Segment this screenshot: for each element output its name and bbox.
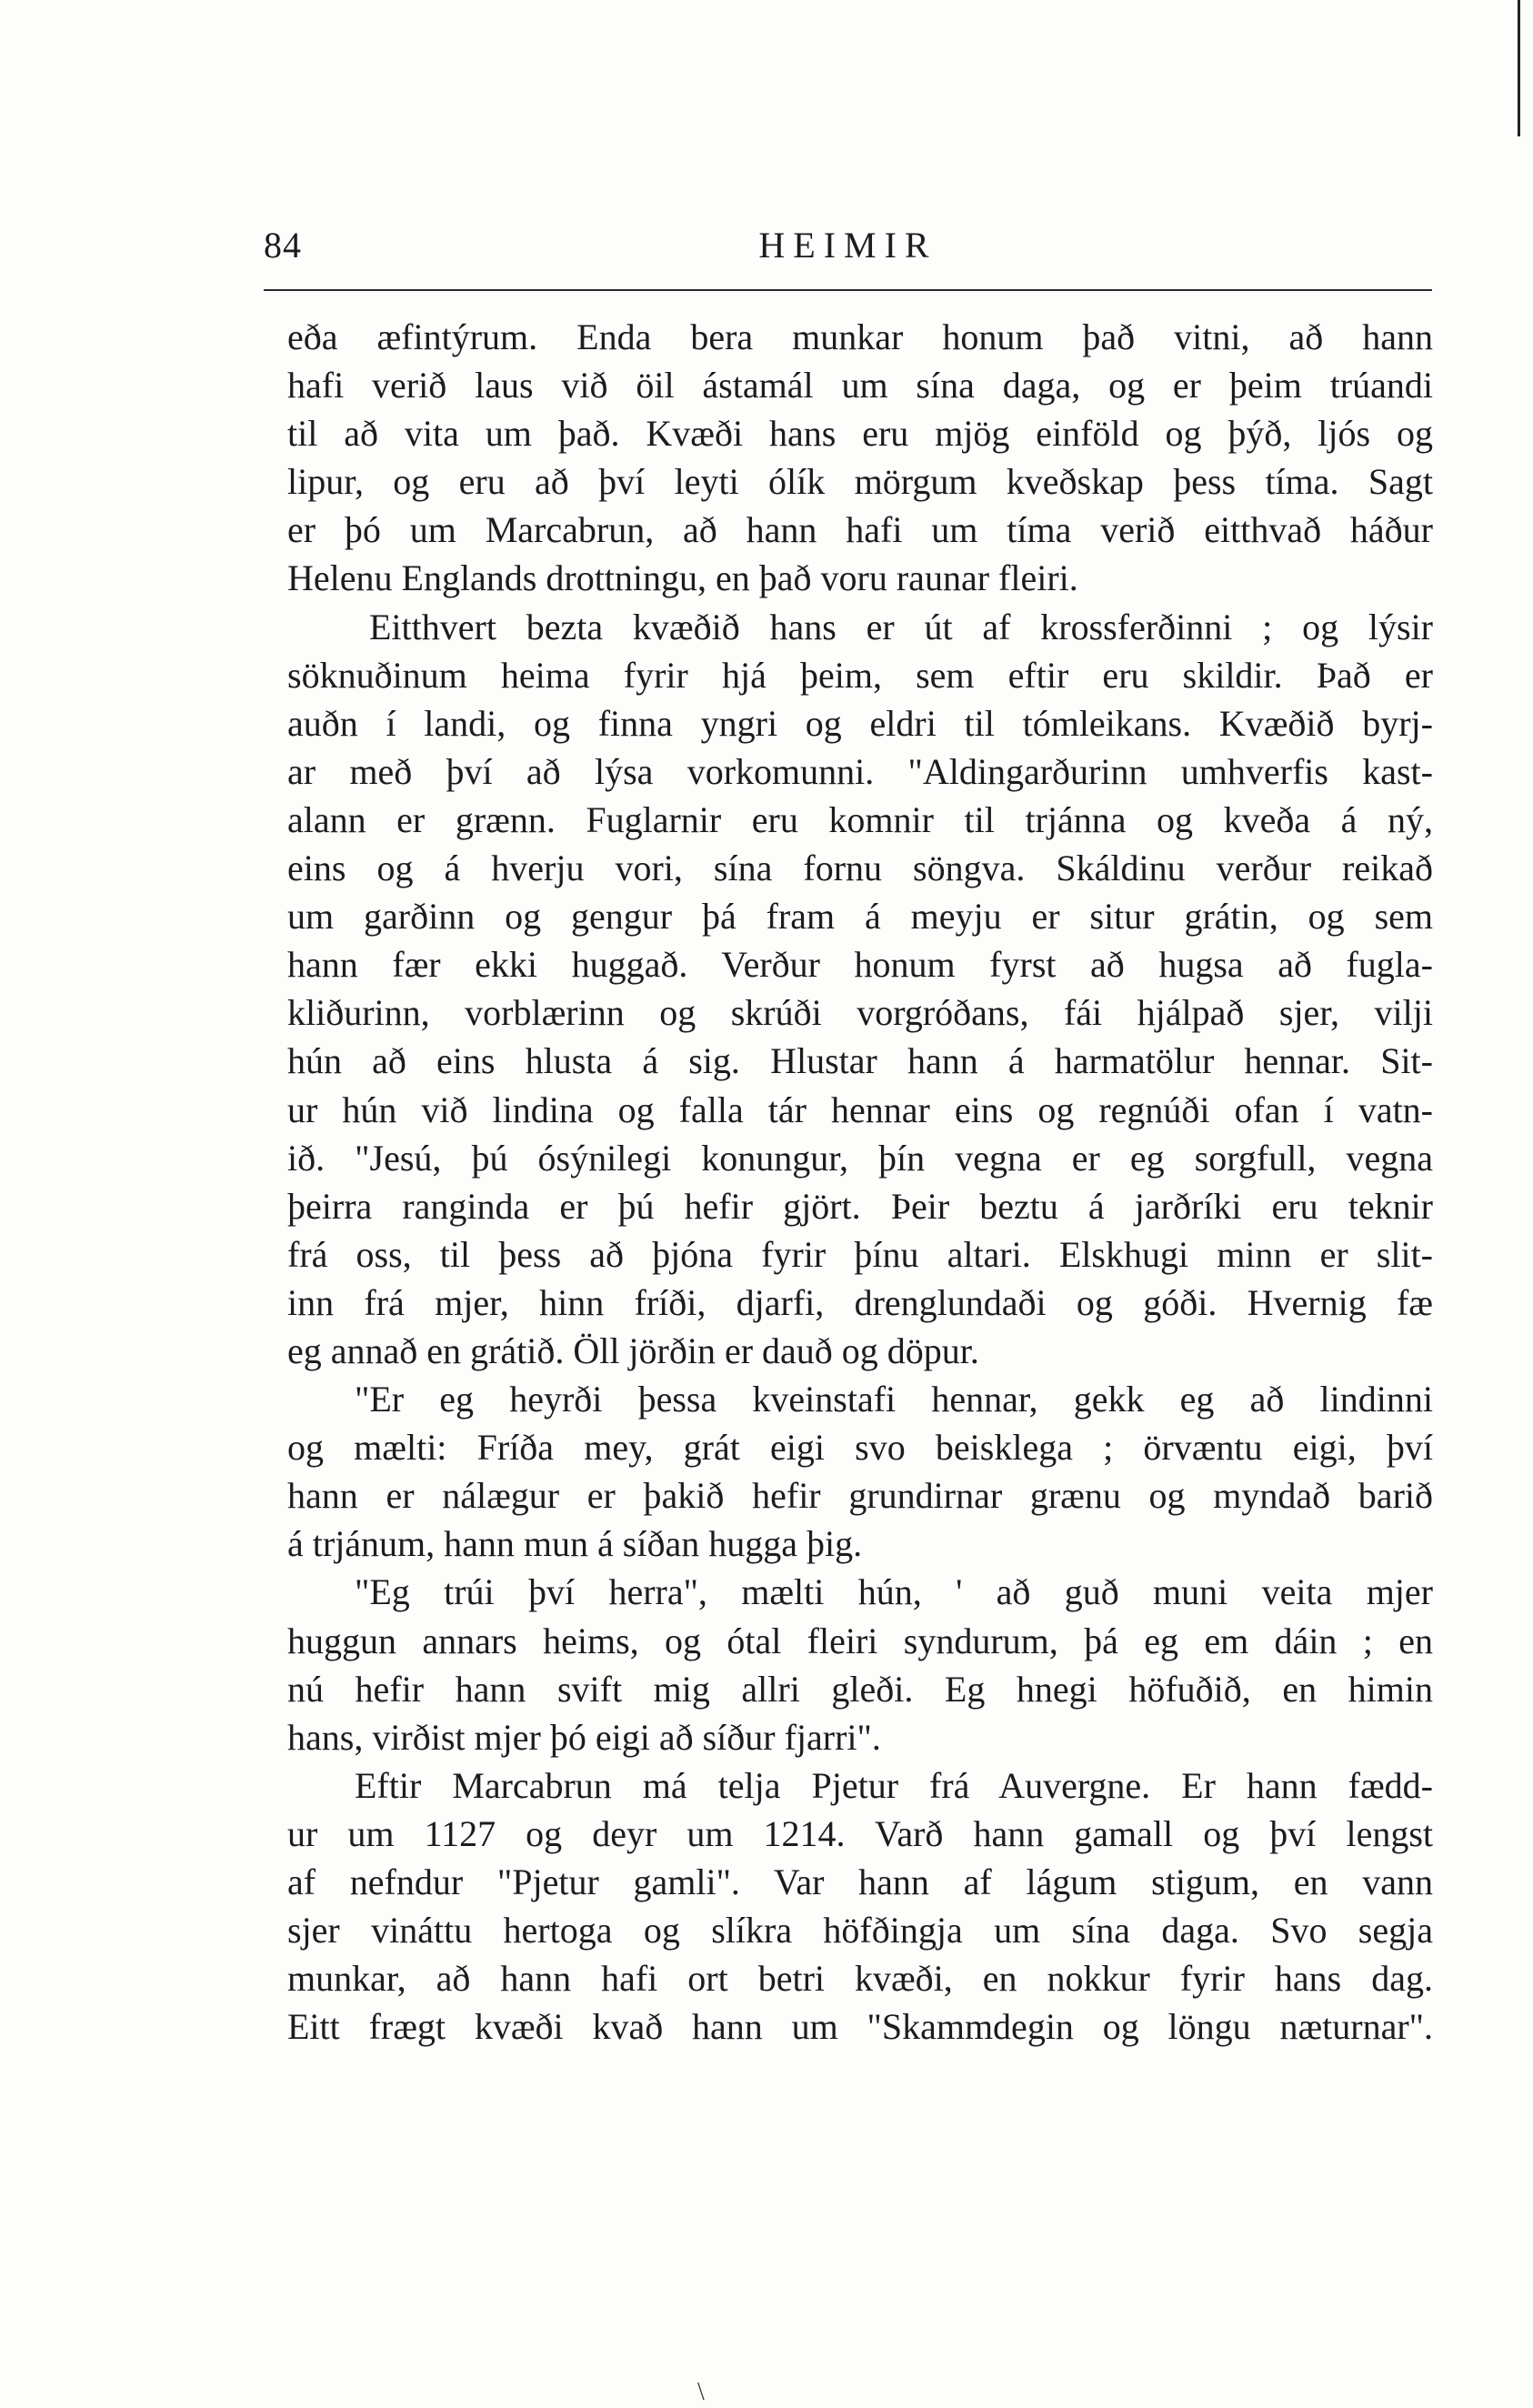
text-line: munkar, að hann hafi ort betri kvæði, en nokkur fyrir hans dag. <box>287 1958 1433 2000</box>
text-line: Eitt frægt kvæði kvað hann um "Skammdegin og löngu næturnar". <box>287 2006 1433 2048</box>
text-line: Eitthvert bezta kvæðið hans er út af krossferðinni ; og lýsir <box>369 606 1433 647</box>
text-line: auðn í landi, og finna yngri og eldri til tómleikans. Kvæðið byrj- <box>287 702 1433 744</box>
page-number: 84 <box>264 225 302 266</box>
text-line: og mælti: Fríða mey, grát eigi svo beisklega ; örvæntu eigi, því <box>287 1427 1433 1469</box>
stray-ink-mark: \ <box>697 2378 705 2406</box>
text-line: huggun annars heims, og ótal fleiri syndurum, þá eg em dáin ; en <box>287 1620 1433 1661</box>
text-line: ur hún við lindina og falla tár hennar eins og regnúði ofan í vatn- <box>287 1089 1433 1130</box>
text-line: söknuðinum heima fyrir hjá þeim, sem eftir eru skildir. Það er <box>287 654 1433 696</box>
text-line: af nefndur "Pjetur gamli". Var hann af lágum stigum, en vann <box>287 1861 1433 1902</box>
text-line: kliðurinn, vorblærinn og skrúði vorgróðans, fái hjálpað sjer, vilji <box>287 992 1433 1034</box>
text-line: sjer vináttu hertoga og slíkra höfðingja um sína daga. Svo segja <box>287 1910 1433 1951</box>
text-line: Helenu Englands drottningu, en það voru raunar fleiri. <box>287 557 1078 599</box>
text-line: "Er eg heyrði þessa kveinstafi hennar, gekk eg að lindinni <box>355 1379 1433 1420</box>
text-line: eins og á hverju vori, sína fornu söngva. Skáldinu verður reikað <box>287 848 1433 889</box>
text-line: um garðinn og gengur þá fram á meyju er situr grátin, og sem <box>287 896 1433 938</box>
text-line: hann er nálægur er þakið hefir grundirnar grænu og myndað barið <box>287 1475 1433 1517</box>
text-line: ar með því að lýsa vorkomunni. "Aldingarðurinn umhverfis kast- <box>287 750 1433 792</box>
text-line: eg annað en grátið. Öll jörðin er dauð og döpur. <box>287 1329 979 1371</box>
text-line: er þó um Marcabrun, að hann hafi um tíma verið eitthvað háður <box>287 509 1433 551</box>
text-line: hann fær ekki huggað. Verður honum fyrst að hugsa að fugla- <box>287 944 1433 986</box>
text-line: hans, virðist mjer þó eigi að síður fjarri". <box>287 1716 881 1758</box>
running-title: HEIMIR <box>758 225 937 266</box>
text-line: lipur, og eru að því leyti ólík mörgum kveðskap þess tíma. Sagt <box>287 461 1433 503</box>
text-line: inn frá mjer, hinn fríði, djarfi, drenglundaði og góði. Hvernig fæ <box>287 1281 1433 1323</box>
text-line: ið. "Jesú, þú ósýnilegi konungur, þín vegna er eg sorgfull, vegna <box>287 1137 1433 1179</box>
text-line: frá oss, til þess að þjóna fyrir þínu altari. Elskhugi minn er slit- <box>287 1233 1433 1275</box>
page-edge-mark <box>1518 0 1520 136</box>
text-line: alann er grænn. Fuglarnir eru komnir til trjánna og kveða á ný, <box>287 798 1433 840</box>
text-line: þeirra ranginda er þú hefir gjört. Þeir beztu á jarðríki eru teknir <box>287 1185 1433 1227</box>
text-line: "Eg trúi því herra", mælti hún, ' að guð muni veita mjer <box>355 1571 1433 1613</box>
header-rule <box>264 289 1432 291</box>
text-line: Eftir Marcabrun má telja Pjetur frá Auvergne. Er hann fædd- <box>355 1764 1433 1806</box>
text-line: nú hefir hann svift mig allri gleði. Eg hnegi höfuðið, en himin <box>287 1668 1433 1710</box>
text-line: hafi verið laus við öil ástamál um sína daga, og er þeim trúandi <box>287 365 1433 406</box>
text-line: ur um 1127 og deyr um 1214. Varð hann gamall og því lengst <box>287 1812 1433 1854</box>
text-line: til að vita um það. Kvæði hans eru mjög einföld og þýð, ljós og <box>287 413 1433 455</box>
text-line: eða æfintýrum. Enda bera munkar honum það vitni, að hann <box>287 316 1433 357</box>
text-line: hún að eins hlusta á sig. Hlustar hann á harmatölur hennar. Sit- <box>287 1040 1433 1082</box>
page-header <box>264 218 1432 273</box>
text-line: á trjánum, hann mun á síðan hugga þig. <box>287 1523 863 1565</box>
body-text <box>287 313 1433 2051</box>
